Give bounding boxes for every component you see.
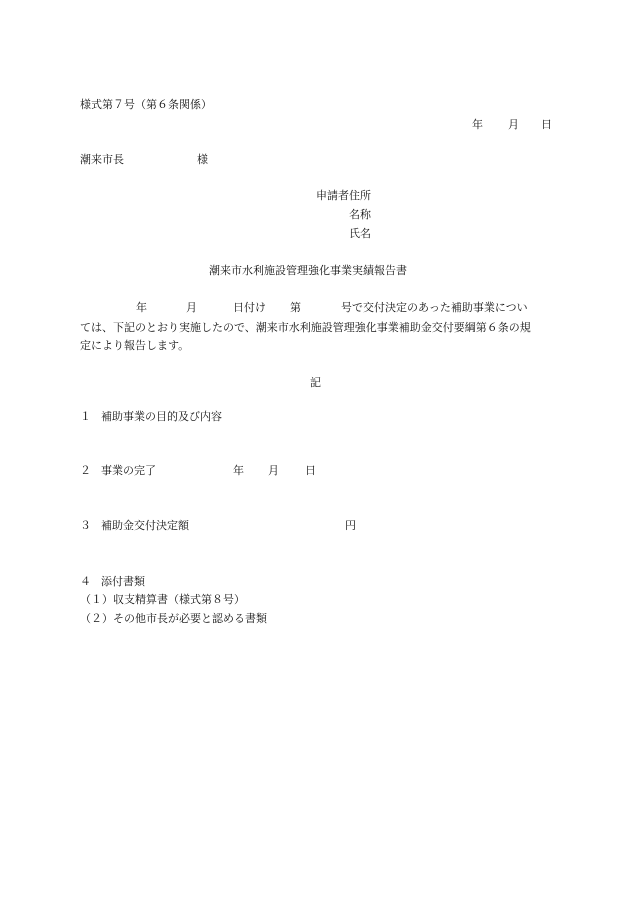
report-title: 潮来市水利施設管理強化事業実績報告書 bbox=[209, 264, 407, 277]
item4-label: 添付書類 bbox=[101, 575, 145, 588]
form-number: 様式第７号（第６条関係） bbox=[80, 98, 212, 111]
item1-number: １ bbox=[80, 410, 91, 423]
body-day-suffix: 日付け bbox=[233, 301, 266, 314]
date-year: 年 bbox=[472, 118, 483, 131]
item4-sub1: （１）収支精算書（様式第８号） bbox=[80, 593, 245, 606]
ki-heading: 記 bbox=[310, 376, 321, 389]
date-day: 日 bbox=[541, 118, 552, 131]
applicant-address-label: 申請者住所 bbox=[316, 189, 371, 202]
body-line1-rest: 号で交付決定のあった補助事業につい bbox=[341, 301, 528, 314]
date-month: 月 bbox=[508, 118, 519, 131]
item2-number: ２ bbox=[80, 464, 91, 477]
body-number-prefix: 第 bbox=[290, 301, 301, 314]
body-year: 年 bbox=[136, 301, 147, 314]
body-month: 月 bbox=[186, 301, 197, 314]
addressee-name: 潮来市長 bbox=[80, 153, 124, 166]
body-line3: 定により報告します。 bbox=[80, 339, 190, 352]
item3-label: 補助金交付決定額 bbox=[101, 519, 189, 532]
item2-year: 年 bbox=[233, 464, 244, 477]
item3-unit: 円 bbox=[345, 519, 356, 532]
date-line bbox=[472, 119, 483, 130]
item2-day: 日 bbox=[305, 464, 316, 477]
applicant-name-label: 名称 bbox=[349, 208, 371, 221]
item4-number: ４ bbox=[80, 575, 91, 588]
item2-month: 月 bbox=[268, 464, 279, 477]
item4-sub2: （２）その他市長が必要と認める書類 bbox=[80, 612, 267, 625]
item1-label: 補助事業の目的及び内容 bbox=[101, 410, 222, 423]
item3-number: ３ bbox=[80, 519, 91, 532]
item2-label: 事業の完了 bbox=[101, 464, 156, 477]
addressee-honorific: 様 bbox=[197, 153, 208, 166]
applicant-person-label: 氏名 bbox=[349, 227, 371, 240]
body-line2: ては、下記のとおり実施したので、潮来市水利施設管理強化事業補助金交付要綱第６条の規 bbox=[80, 321, 531, 334]
